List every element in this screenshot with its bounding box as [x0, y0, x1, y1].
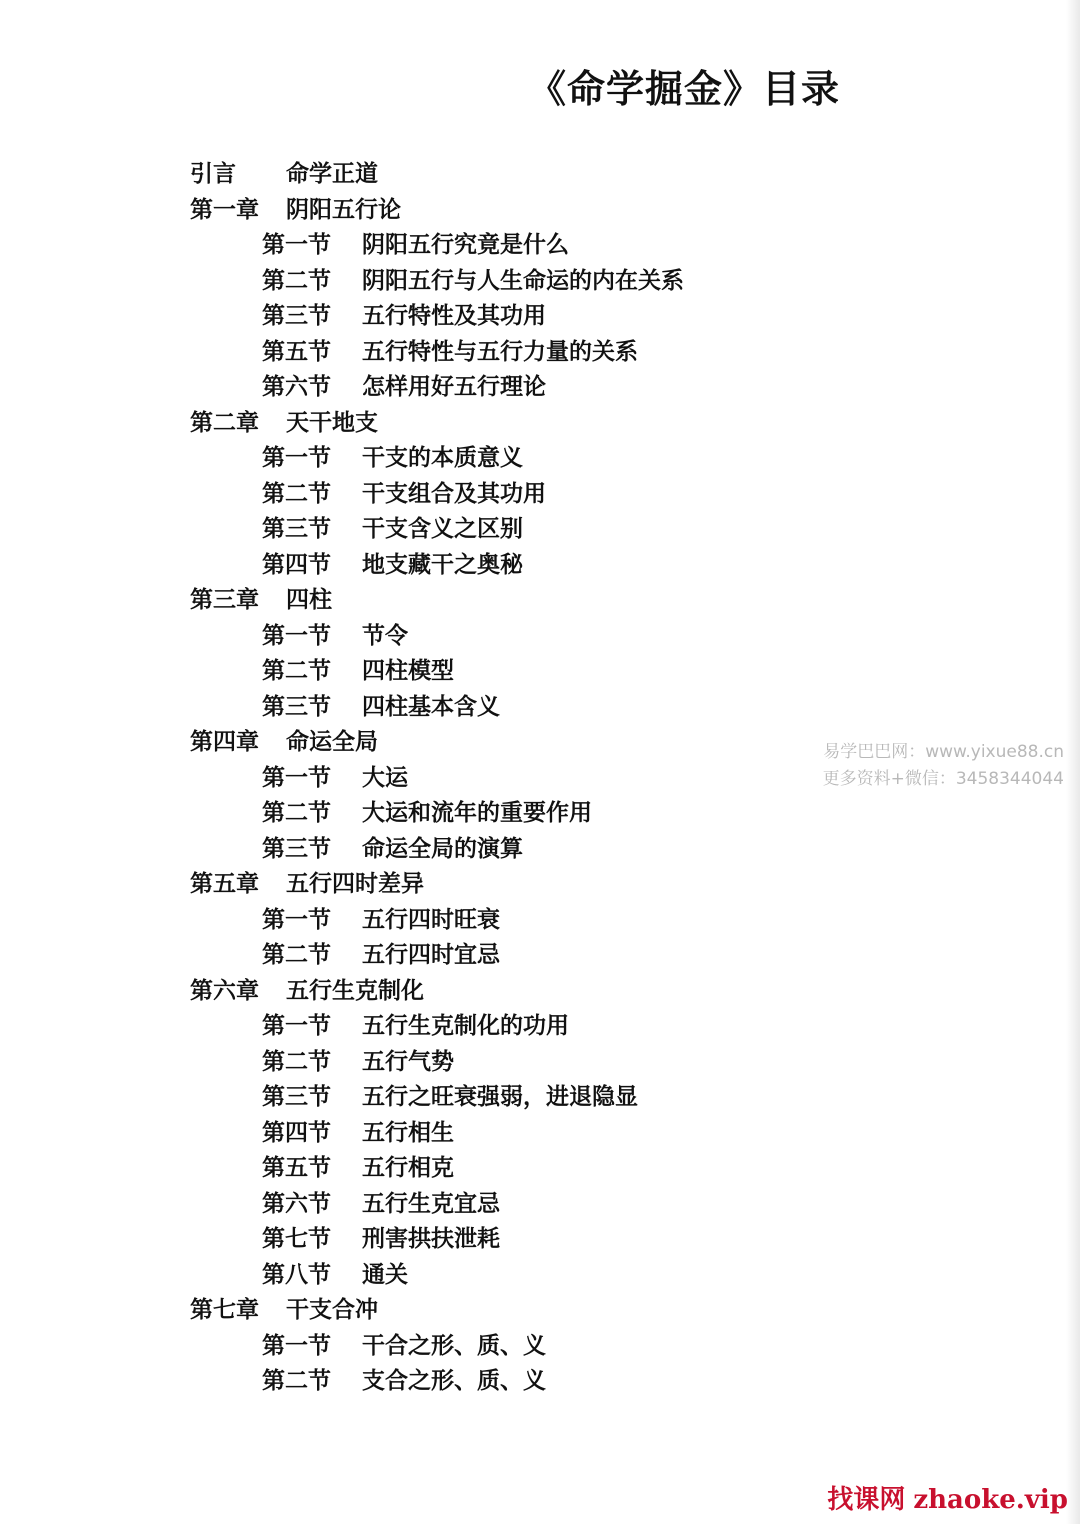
section-number: 第一节: [262, 763, 331, 791]
section-number: 第二节: [262, 1367, 331, 1394]
chapter-title: 天干地支: [286, 408, 378, 436]
section-number: 第六节: [262, 1189, 331, 1217]
toc-chapter-line: [190, 582, 810, 618]
chapter-title: 五行四时差异: [286, 870, 424, 897]
section-title: 五行相克: [362, 1154, 454, 1181]
chapter-title: 五行生克制化: [286, 976, 424, 1004]
chapter-number: 第二章: [190, 408, 259, 436]
section-title: 干支的本质意义: [362, 444, 523, 471]
section-title: 五行特性与五行力量的关系: [362, 337, 638, 365]
section-number: 第四节: [262, 550, 331, 578]
section-number: 第五节: [262, 1154, 331, 1181]
section-title: 支合之形、质、义: [362, 1367, 546, 1394]
section-title: 地支藏干之奥秘: [362, 550, 523, 578]
section-number: 第一节: [262, 444, 331, 471]
toc-chapter-line: [190, 1292, 810, 1328]
section-title: 五行特性及其功用: [362, 302, 546, 329]
toc-chapter-line: [190, 973, 810, 1009]
section-number: 第三节: [262, 1083, 331, 1110]
toc-section-line: [190, 1221, 810, 1257]
section-title: 四柱基本含义: [362, 692, 500, 720]
section-title: 通关: [362, 1260, 408, 1288]
section-number: 第一节: [262, 621, 331, 649]
watermark-contact-line: 更多资料+微信：3458344044: [822, 769, 1064, 789]
toc-section-line: [190, 511, 810, 547]
toc-section-line: [190, 653, 810, 689]
toc-section-line: [190, 440, 810, 476]
section-title: 五行四时宜忌: [362, 941, 500, 968]
section-title: 五行气势: [362, 1047, 454, 1075]
toc-section-line: [190, 1044, 810, 1080]
toc-section-line: [190, 1115, 810, 1151]
section-number: 第一节: [262, 1012, 331, 1039]
toc-section-line: [190, 795, 810, 831]
toc-section-line: [190, 476, 810, 512]
section-title: 阴阳五行与人生命运的内在关系: [362, 266, 684, 294]
toc-section-line: [190, 227, 810, 263]
section-title: 干支含义之区别: [362, 515, 523, 542]
table-of-contents: [190, 156, 810, 1399]
section-number: 第二节: [262, 941, 331, 968]
toc-section-line: [190, 547, 810, 583]
toc-section-line: [190, 937, 810, 973]
section-title: 阴阳五行究竟是什么: [362, 231, 569, 258]
section-number: 第一节: [262, 905, 331, 933]
chapter-number: 第三章: [190, 586, 259, 613]
section-title: 五行生克宜忌: [362, 1189, 500, 1217]
toc-section-line: [190, 831, 810, 867]
footer-brand-cn: 找课网: [827, 1485, 906, 1515]
section-number: 第七节: [262, 1225, 331, 1252]
toc-section-line: [190, 902, 810, 938]
chapter-title: 命学正道: [286, 160, 378, 187]
section-title: 干支组合及其功用: [362, 479, 546, 507]
section-title: 大运: [362, 763, 408, 791]
section-number: 第六节: [262, 373, 331, 400]
chapter-number: 第六章: [190, 976, 259, 1004]
footer-brand: [827, 1479, 1068, 1516]
section-title: 节令: [362, 621, 408, 649]
section-number: 第三节: [262, 302, 331, 329]
section-title: 四柱模型: [362, 657, 454, 684]
toc-section-line: [190, 1008, 810, 1044]
section-title: 干合之形、质、义: [362, 1331, 546, 1359]
section-number: 第二节: [262, 799, 331, 826]
section-number: 第二节: [262, 1047, 331, 1075]
toc-section-line: [190, 1186, 810, 1222]
chapter-number: 第四章: [190, 728, 259, 755]
toc-section-line: [190, 760, 810, 796]
scan-edge-shadow: [1066, 0, 1080, 1524]
chapter-title: 命运全局: [286, 728, 378, 755]
toc-section-line: [190, 618, 810, 654]
toc-section-line: [190, 1257, 810, 1293]
chapter-number: 第七章: [190, 1296, 259, 1323]
toc-section-line: [190, 298, 810, 334]
toc-chapter-line: [190, 405, 810, 441]
page-title: 《命学掘金》目录: [528, 66, 841, 111]
chapter-title: 四柱: [286, 586, 332, 613]
toc-chapter-line: [190, 192, 810, 228]
chapter-title: 阴阳五行论: [286, 195, 401, 223]
section-number: 第二节: [262, 266, 331, 294]
toc-chapter-line: [190, 724, 810, 760]
section-number: 第一节: [262, 231, 331, 258]
toc-section-line: [190, 263, 810, 299]
chapter-number: 第一章: [190, 195, 259, 223]
toc-section-line: [190, 1079, 810, 1115]
chapter-number: 引言: [190, 160, 236, 187]
toc-section-line: [190, 369, 810, 405]
toc-section-line: [190, 1363, 810, 1399]
section-number: 第三节: [262, 834, 331, 862]
toc-chapter-line: [190, 156, 810, 192]
section-title: 五行四时旺衰: [362, 905, 500, 933]
section-title: 五行相生: [362, 1118, 454, 1146]
section-title: 大运和流年的重要作用: [362, 799, 592, 826]
toc-section-line: [190, 689, 810, 725]
section-number: 第五节: [262, 337, 331, 365]
section-number: 第三节: [262, 692, 331, 720]
section-title: 五行之旺衰强弱，进退隐显: [362, 1083, 638, 1110]
section-number: 第四节: [262, 1118, 331, 1146]
section-title: 命运全局的演算: [362, 834, 523, 862]
section-title: 怎样用好五行理论: [362, 373, 546, 400]
watermark-site-line: 易学巴巴网：www.yixue88.cn: [823, 742, 1064, 762]
section-title: 刑害拱扶泄耗: [362, 1225, 500, 1252]
toc-chapter-line: [190, 866, 810, 902]
section-number: 第一节: [262, 1331, 331, 1359]
section-number: 第三节: [262, 515, 331, 542]
section-number: 第二节: [262, 479, 331, 507]
section-number: 第八节: [262, 1260, 331, 1288]
chapter-number: 第五章: [190, 870, 259, 897]
chapter-title: 干支合冲: [286, 1296, 378, 1323]
section-number: 第二节: [262, 657, 331, 684]
section-title: 五行生克制化的功用: [362, 1012, 569, 1039]
toc-section-line: [190, 334, 810, 370]
toc-section-line: [190, 1328, 810, 1364]
toc-section-line: [190, 1150, 810, 1186]
footer-brand-url: zhaoke.vip: [913, 1485, 1068, 1515]
